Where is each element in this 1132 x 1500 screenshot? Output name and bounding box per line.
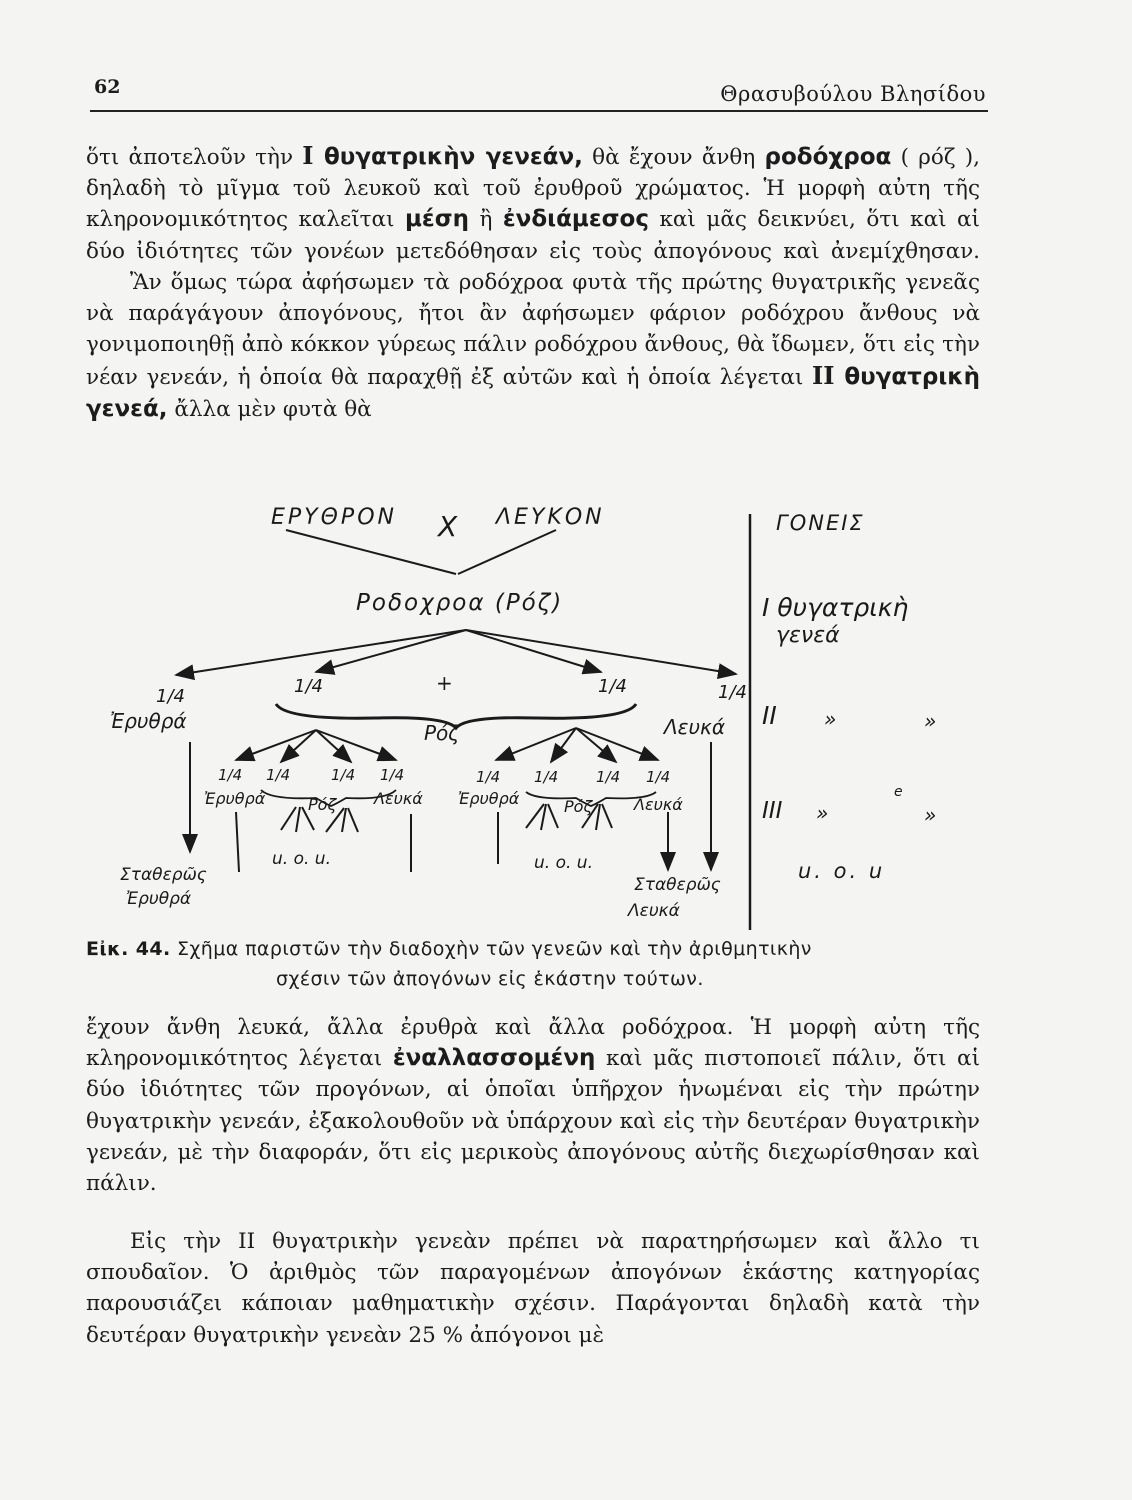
quarter-label: 1/4 — [476, 768, 501, 786]
bold-term: ἐναλλασσομένη — [392, 1045, 596, 1072]
text-run: ὅτι ἀποτελοῦν τὴν — [86, 145, 303, 170]
cross-sign: X — [438, 510, 458, 543]
text-run: θὰ ἔχουν ἄνθη — [582, 145, 765, 170]
arrow-line — [281, 730, 316, 762]
page-number: 62 — [94, 76, 121, 98]
white-label: Λευκά — [664, 715, 726, 739]
plus-sign: + — [436, 671, 453, 695]
quarter-label: 1/4 — [218, 766, 243, 784]
red-label: Ἐρυθρά — [110, 709, 187, 733]
text-run: Ἡ μορφὴ αὐτη τῆς κληρονομικότητος καλεῖται — [86, 176, 980, 233]
quarter-label: 1/4 — [156, 686, 185, 707]
quarter-label: 1/4 — [718, 682, 747, 703]
white-label: Λευκά — [634, 795, 683, 814]
arrow-line — [316, 730, 351, 762]
page-header — [90, 72, 988, 112]
ditto-mark: » — [924, 709, 937, 733]
parent-white: ΛΕΥΚΟΝ — [496, 505, 605, 530]
connector-line — [548, 804, 558, 828]
uou-label: u. o. u. — [272, 849, 331, 869]
generation-parents: ΓΟΝΕΙΣ — [776, 511, 865, 535]
generation-uou: u. o. u — [798, 859, 886, 883]
ditto-mark: » — [924, 803, 937, 827]
quarter-label: 1/4 — [331, 766, 356, 784]
heredity-diagram — [86, 492, 986, 930]
roman-numeral: I — [302, 141, 314, 170]
bold-term: θυγατρικὴ γενεά, — [86, 364, 980, 422]
caption-line-2: σχέσιν τῶν ἀπογόνων εἰς ἑκάστην τούτων. — [276, 968, 704, 990]
text-run: ( ρόζ ), δηλαδὴ τὸ μῖγμα τοῦ λευκοῦ καὶ τοῦ ἐρυθροῦ χρώματος. — [86, 145, 980, 202]
parent-red: ΕΡΥΘΡΟΝ — [271, 505, 397, 530]
connector-line — [348, 808, 358, 832]
generation-f3: III — [762, 798, 783, 824]
quarter-label: 1/4 — [598, 676, 627, 697]
text-run: ἔχουν ἄνθη λευκά, ἄλλα ἐρυθρὰ καὶ ἄλλα ροδόχροα. Ἡ μορφὴ αὐτη τῆς κληρονομικότητος λέγεται — [86, 1015, 980, 1072]
text-run: Ἂν ὅμως τώρα ἀφήσωμεν τὰ ροδόχροα φυτὰ τῆς πρώτης θυγατρικῆς γενεᾶς νὰ παράγάγουν ἀπογόνους, ἤτοι ἂν ἀφήσωμεν φάριον ροδόχρου ἄνθους νὰ γονιμοποιηθῇ ἀπὸ κόκκον γύρεως πάλιν ροδόχρου ἄνθους, θὰ ἴδωμεν, ὅτι εἰς τὴν νέαν γενεάν, ἡ ὁποία θὰ παραχθῇ ἐξ αὐτῶν καὶ ἡ ὁποία λέγεται — [86, 269, 980, 391]
connector-line — [602, 804, 612, 828]
connector-line — [296, 807, 300, 832]
connector-line — [286, 530, 456, 574]
arrow-line — [316, 630, 466, 672]
caption-label: Εἰκ. 44. — [86, 938, 171, 960]
quarter-label: 1/4 — [380, 766, 405, 784]
connector-line — [458, 530, 556, 574]
stable-white-label: Σταθερῶς — [634, 875, 721, 895]
connector-line — [342, 808, 346, 832]
paragraph-2 — [86, 1012, 980, 1199]
stable-white-kind: Λευκά — [628, 901, 680, 921]
paragraph-1 — [86, 140, 980, 425]
arrow-line — [236, 730, 316, 760]
ditto-mark: » — [824, 707, 837, 731]
arrow-line — [466, 630, 736, 674]
text-run: ἢ — [469, 207, 503, 233]
stable-red-label: Σταθερῶς — [120, 865, 207, 885]
quarter-label: 1/4 — [596, 768, 621, 786]
arrow-line — [316, 730, 396, 760]
white-label: Λευκά — [374, 789, 423, 808]
uou-label: u. o. u. — [534, 853, 593, 873]
stable-red-kind: Ἐρυθρά — [126, 889, 192, 909]
text-run: ἄλλα μὲν φυτὰ θὰ — [167, 396, 372, 422]
arrow-line — [176, 630, 466, 675]
red-label: Ἐρυθρά — [204, 789, 266, 808]
bold-term: θυγατρικὴν γενεάν, — [313, 144, 583, 170]
generation-f1-word: γενεά — [776, 623, 840, 648]
generation-f1: I θυγατρικὴ — [762, 593, 909, 622]
quarter-label: 1/4 — [294, 676, 323, 697]
arrow-line — [576, 728, 658, 760]
small-mark: e — [894, 784, 903, 800]
figure-caption — [86, 934, 986, 994]
bold-term: μέση — [404, 206, 469, 233]
f1-label: Ροδοχροα (Ρόζ) — [356, 590, 564, 616]
arrow-line — [466, 630, 601, 672]
text-run: καὶ μᾶς πιστοποιεῖ πάλιν, ὅτι αἱ δύο ἰδιότητες τῶν προγόνων, αἱ ὁποῖαι ὑπῆρχον ἡνωμέναι εἰς τὴν πρώτην θυγατρικὴν γενεάν, ἐξακολουθοῦν νὰ ὑπάρχουν καὶ εἰς τὴν δευτέραν θυγατρικὴν γενεάν, μὲ τὴν διαφοράν, ὅτι εἰς μερικοὺς ἀπογόνους αὐτῆς διεχωρίσθησαν καὶ πάλιν. — [86, 1046, 981, 1197]
arrow-line — [576, 728, 616, 762]
text-run: καὶ μᾶς δεικνύει, ὅτι καὶ αἱ δύο ἰδιότητες τῶν γονέων μετεδόθησαν εἰς τοὺς ἀπογόνους καὶ ἀνεμίχθησαν. — [86, 207, 980, 264]
generation-f2: II — [762, 701, 777, 730]
quarter-label: 1/4 — [646, 768, 671, 786]
text-run: Εἰς τὴν II θυγατρικὴν γενεὰν πρέπει νὰ παρατηρήσωμεν καὶ ἄλλο τι σπουδαῖον. Ὁ ἀριθμὸς τῶν παραγομένων ἀπογόνων ἑκάστης κατηγορίας παρουσιάζει κάποιαν μαθηματικὴν σχέσιν. Παράγονται δηλαδὴ κατὰ τὴν δευτέραν θυγατρικὴν γενεὰν 25 % ἀπόγονοι μὲ — [86, 1229, 980, 1348]
pink-label: Ρόζ — [564, 797, 593, 816]
pink-label: Ρόζ — [424, 721, 460, 745]
pink-label: Ρόζ — [308, 795, 337, 814]
connector-line — [236, 812, 239, 872]
quarter-label: 1/4 — [534, 768, 559, 786]
roman-numeral: II — [812, 361, 835, 391]
bold-term: ἐνδιάμεσος — [502, 206, 649, 233]
red-label: Ἐρυθρά — [458, 789, 520, 808]
running-head: Θρασυβούλου Βλησίδου — [720, 82, 986, 106]
caption-line-1: Σχῆμα παριστῶν τὴν διαδοχὴν τῶν γενεῶν καὶ τὴν ἀριθμητικὴν — [170, 938, 812, 960]
quarter-label: 1/4 — [266, 766, 291, 784]
paragraph-3 — [86, 1226, 980, 1351]
ditto-mark: » — [816, 801, 829, 825]
bold-term: ροδόχροα — [764, 144, 892, 170]
connector-line — [281, 807, 296, 830]
